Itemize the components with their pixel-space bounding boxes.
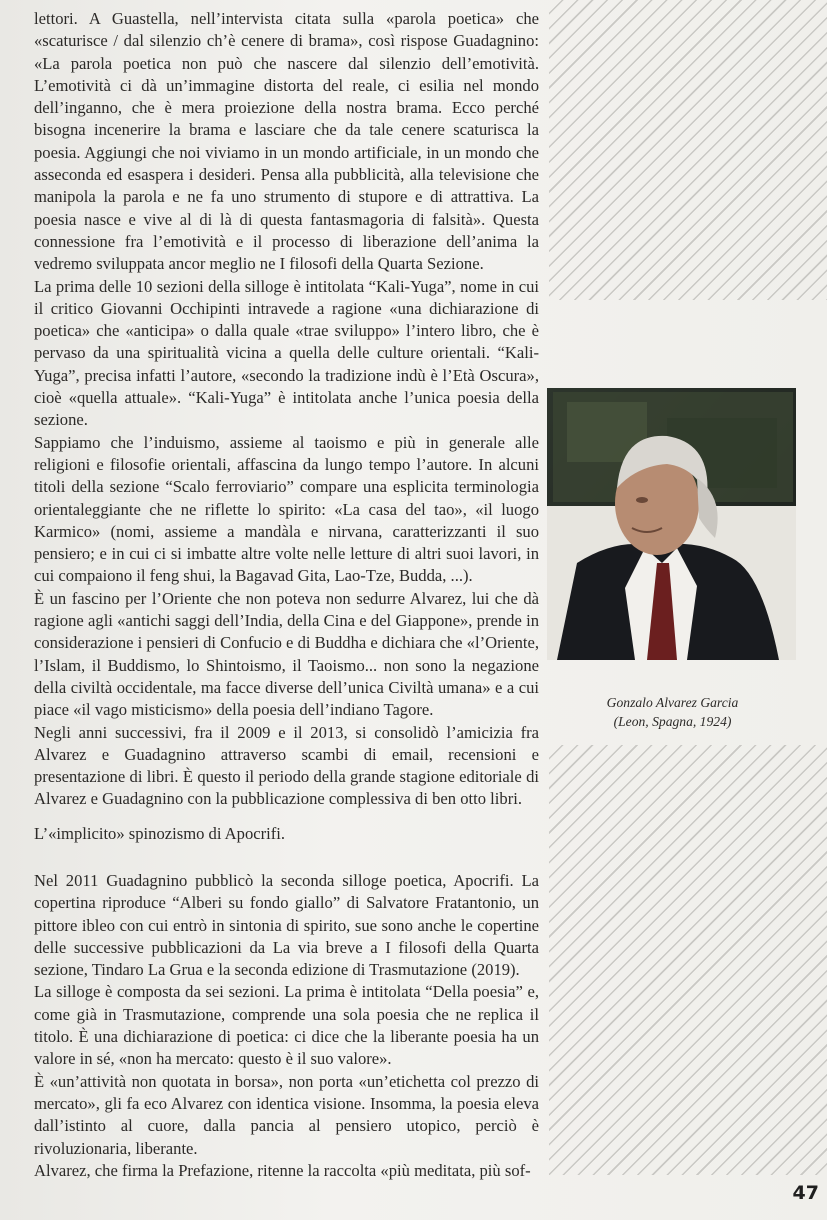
body-text-column bbox=[34, 8, 539, 1182]
paragraph: Nel 2011 Guadagnino pubblicò la seconda silloge poetica, Apocrifi. La copertina riproduce “Alberi su fondo giallo” di Salvatore Fratantonio, un pittore ibleo con cui entrò in sintonia di spirito, sue sono anche le copertine delle successive pubblicazioni da La via breve a I filosofi della Quarta sezione, Tindaro La Grua e la seconda edizione di Trasmutazione (2019). bbox=[34, 870, 539, 980]
portrait-photo bbox=[547, 388, 796, 660]
caption-place-year: (Leon, Spagna, 1924) bbox=[613, 714, 732, 729]
decorative-hatch-top bbox=[549, 0, 827, 300]
paragraph: È un fascino per l’Oriente che non poteva non sedurre Alvarez, lui che dà ragione agli «antichi saggi dell’India, della Cina e del Giappone», prende in considerazione i pensieri di Confucio e di Buddha e dichiara che «l’Oriente, l’Islam, il Buddismo, lo Shintoismo, il Taoismo... non sono la negazione della civiltà occidentale, ma facce diverse dell’unica Civiltà umana» e a cui piace «il vago misticismo» della poesia dell’indiano Tagore. bbox=[34, 588, 540, 720]
photo-caption bbox=[549, 693, 796, 731]
paragraph: Sappiamo che l’induismo, assieme al taoismo e più in generale alle religioni e filosofie orientali, affascina da lungo tempo l’autore. In alcuni titoli della sezione “Scalo ferroviario” compare una esplicita terminologia orientaleggiante che ne riflette lo spirito: «La casa del tao», «il luogo Karmico» (nomi, assieme a mandàla e nirvana, caratterizzanti il suo pensiero; e in cui ci si imbatte altre volte nelle letture di altri suoi lavori, in cui compaiono il feng shui, la Bagavad Gita, Lao-Tze, Budda, ...). bbox=[34, 432, 539, 586]
paragraph: La prima delle 10 sezioni della silloge è intitolata “Kali-Yuga”, nome in cui il critico Giovanni Occhipinti intravede a ragione «una dichiarazione di poetica» che «anticipa» o dalla quale «trae sviluppo» l’intero libro, che è pervaso da una spiritualità vicina a quella delle culture orientali. “Kali-Yuga”, precisa infatti l’autore, «secondo la tradizione indù è l’Età Oscura», cioè «quella attuale». “Kali-Yuga” è intitolata anche l’unica poesia della sezione. bbox=[34, 276, 539, 430]
caption-name: Gonzalo Alvarez Garcia bbox=[606, 695, 739, 710]
page-number: 47 bbox=[792, 1182, 819, 1204]
paragraph: lettori. A Guastella, nell’intervista citata sulla «parola poetica» che «scaturisce / dal silenzio ch’è cenere di brama», così rispose Guadagnino: «La parola poetica non può che nascere dal silenzio dell’emotività. L’emotività ci dà un’immagine distorta del reale, ci esilia nel mondo dell’inganno, che è mera proiezione della nostra brama. Ecco perché bisogna incenerire la brama e lasciare che da tale cenere scaturisca la poesia. Aggiungi che noi viviamo in un mondo artificiale, in un mondo che asseconda ed esaspera i desideri. Pensa alla pubblicità, alla televisione che manipola la parola e ne fa uno strumento di stupore e di attrattiva. La poesia nasce e vive al di là di questa fantasmagoria di falsità». Questa connessione fra l’emotività e il processo di liberazione dell’anima la vedremo sviluppata ancor meglio ne I filosofi della Quarta Sezione. bbox=[34, 9, 539, 274]
section-heading: L’«implicito» spinozismo di Apocrifi. bbox=[34, 823, 286, 843]
decorative-hatch-bottom bbox=[549, 745, 827, 1175]
paragraph: È «un’attività non quotata in borsa», non porta «un’etichetta col prezzo di mercato», gli fa eco Alvarez con identica visione. Insomma, la poesia eleva dall’istinto al cuore, dalla pancia al pensiero utopico, perciò è rivoluzionaria, liberante. bbox=[34, 1071, 539, 1158]
paragraph: Negli anni successivi, fra il 2009 e il 2013, si consolidò l’amicizia fra Alvarez e Guadagnino attraverso scambi di email, recensioni e presentazione di libri. È questo il periodo della grande stagione editoriale di Alvarez e Guadagnino con la pubblicazione complessiva di ben otto libri. bbox=[34, 722, 539, 809]
spacer bbox=[34, 857, 539, 870]
paragraph: La silloge è composta da sei sezioni. La prima è intitolata “Della poesia” e, come già in Trasmutazione, comprende una sola poesia che ne replica il titolo. È una dichiarazione di poetica: ci dice che la liberante poesia ha un valore in sé, «non ha mercato: questo è il suo valore». bbox=[34, 982, 539, 1069]
paragraph: Alvarez, che firma la Prefazione, ritenne la raccolta «più meditata, più sof- bbox=[34, 1160, 531, 1180]
